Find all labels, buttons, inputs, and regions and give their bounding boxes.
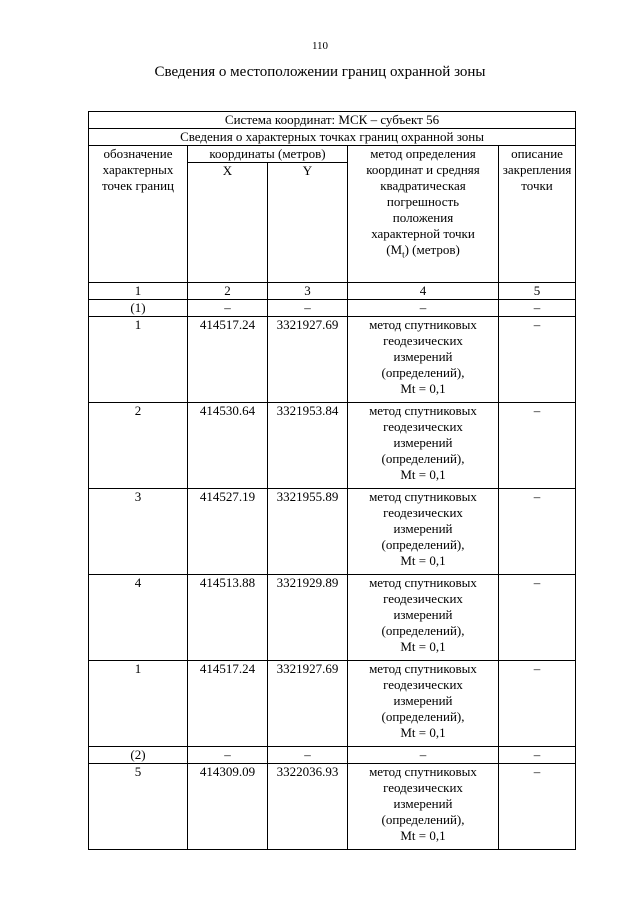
x-value: 414527.19 bbox=[188, 489, 268, 575]
method-cell bbox=[348, 764, 499, 850]
header-line: метод определения bbox=[370, 146, 476, 161]
method-line: (определений), bbox=[381, 812, 465, 827]
page-number: 110 bbox=[311, 40, 329, 52]
table-row bbox=[89, 764, 576, 850]
method-line: Mt = 0,1 bbox=[400, 828, 446, 843]
description-value: – bbox=[499, 575, 576, 661]
point-id: 1 bbox=[89, 317, 188, 403]
method-line: (определений), bbox=[381, 451, 465, 466]
table-row bbox=[89, 661, 576, 747]
method-line: (определений), bbox=[381, 537, 465, 552]
contour-cell: – bbox=[188, 300, 268, 317]
method-line: геодезических bbox=[383, 780, 463, 795]
column-number: 1 bbox=[89, 283, 188, 300]
column-number: 2 bbox=[188, 283, 268, 300]
description-value: – bbox=[499, 489, 576, 575]
contour-cell: – bbox=[499, 747, 576, 764]
method-header bbox=[348, 146, 499, 283]
point-id: 1 bbox=[89, 661, 188, 747]
method-line: геодезических bbox=[383, 591, 463, 606]
point-id: 3 bbox=[89, 489, 188, 575]
contour-cell: – bbox=[499, 300, 576, 317]
method-line: Mt = 0,1 bbox=[400, 467, 446, 482]
method-line: измерений bbox=[393, 435, 453, 450]
method-line: измерений bbox=[393, 693, 453, 708]
header-line: точек границ bbox=[101, 178, 175, 193]
method-cell bbox=[348, 317, 499, 403]
method-line: метод спутниковых bbox=[369, 764, 477, 779]
method-line: измерений bbox=[393, 349, 453, 364]
header-line: квадратическая bbox=[380, 178, 466, 193]
description-value: – bbox=[499, 403, 576, 489]
point-id: 4 bbox=[89, 575, 188, 661]
y-value: 3321929.89 bbox=[268, 575, 348, 661]
point-id: 2 bbox=[89, 403, 188, 489]
x-header: X bbox=[188, 163, 268, 283]
table-row bbox=[89, 489, 576, 575]
y-value: 3321927.69 bbox=[268, 317, 348, 403]
description-value: – bbox=[499, 661, 576, 747]
header-line: описание bbox=[511, 146, 563, 161]
method-line: геодезических bbox=[383, 419, 463, 434]
header-line: положения bbox=[392, 210, 454, 225]
y-value: 3321953.84 bbox=[268, 403, 348, 489]
document-title: Сведения о местоположении границ охранной зоны bbox=[154, 64, 486, 80]
contour-cell: – bbox=[188, 747, 268, 764]
method-line: метод спутниковых bbox=[369, 317, 477, 332]
header-text: ) (метров) bbox=[404, 242, 460, 257]
y-value: 3321955.89 bbox=[268, 489, 348, 575]
method-line: (определений), bbox=[381, 365, 465, 380]
table-row bbox=[89, 403, 576, 489]
contour-label: (1) bbox=[89, 300, 188, 317]
method-line: метод спутниковых bbox=[369, 575, 477, 590]
method-line: Mt = 0,1 bbox=[400, 553, 446, 568]
coordinate-system-cell: Система координат: МСК – субъект 56 bbox=[89, 112, 576, 129]
column-number: 4 bbox=[348, 283, 499, 300]
header-line: погрешность bbox=[386, 194, 460, 209]
header-line: координат и средняя bbox=[366, 162, 480, 177]
description-value: – bbox=[499, 317, 576, 403]
y-header: Y bbox=[268, 163, 348, 283]
y-value: 3321927.69 bbox=[268, 661, 348, 747]
header-subscript: t bbox=[402, 249, 405, 260]
table-subtitle-cell: Сведения о характерных точках границ охранной зоны bbox=[89, 129, 576, 146]
contour-cell: – bbox=[348, 747, 499, 764]
contour-cell: – bbox=[268, 747, 348, 764]
point-id: 5 bbox=[89, 764, 188, 850]
method-line: метод спутниковых bbox=[369, 489, 477, 504]
contour-label: (2) bbox=[89, 747, 188, 764]
header-line: закрепления bbox=[502, 162, 572, 177]
header-line: обозначение bbox=[103, 146, 173, 161]
method-cell bbox=[348, 489, 499, 575]
header-line: точки bbox=[521, 178, 553, 193]
contour-cell: – bbox=[268, 300, 348, 317]
header-line: характерной точки bbox=[371, 226, 475, 241]
column-number: 5 bbox=[499, 283, 576, 300]
method-line: Mt = 0,1 bbox=[400, 639, 446, 654]
method-cell bbox=[348, 661, 499, 747]
contour-cell: – bbox=[348, 300, 499, 317]
header-text: (M bbox=[386, 242, 403, 257]
method-line: измерений bbox=[393, 796, 453, 811]
x-value: 414530.64 bbox=[188, 403, 268, 489]
x-value: 414513.88 bbox=[188, 575, 268, 661]
method-line: Mt = 0,1 bbox=[400, 725, 446, 740]
x-value: 414517.24 bbox=[188, 317, 268, 403]
method-line: (определений), bbox=[381, 709, 465, 724]
column-number: 3 bbox=[268, 283, 348, 300]
designation-header bbox=[89, 146, 188, 283]
method-line: метод спутниковых bbox=[369, 403, 477, 418]
table-row bbox=[89, 575, 576, 661]
method-cell bbox=[348, 403, 499, 489]
description-value: – bbox=[499, 764, 576, 850]
method-line: Mt = 0,1 bbox=[400, 381, 446, 396]
table-row bbox=[89, 317, 576, 403]
method-line: геодезических bbox=[383, 677, 463, 692]
x-value: 414517.24 bbox=[188, 661, 268, 747]
method-line: метод спутниковых bbox=[369, 661, 477, 676]
method-line: (определений), bbox=[381, 623, 465, 638]
header-line bbox=[350, 242, 496, 263]
method-line: измерений bbox=[393, 607, 453, 622]
header-line: характерных bbox=[102, 162, 174, 177]
x-value: 414309.09 bbox=[188, 764, 268, 850]
description-header bbox=[499, 146, 576, 283]
method-cell bbox=[348, 575, 499, 661]
method-line: измерений bbox=[393, 521, 453, 536]
method-line: геодезических bbox=[383, 333, 463, 348]
coordinates-header: координаты (метров) bbox=[188, 146, 348, 163]
method-line: геодезических bbox=[383, 505, 463, 520]
y-value: 3322036.93 bbox=[268, 764, 348, 850]
boundary-points-table bbox=[88, 111, 576, 850]
